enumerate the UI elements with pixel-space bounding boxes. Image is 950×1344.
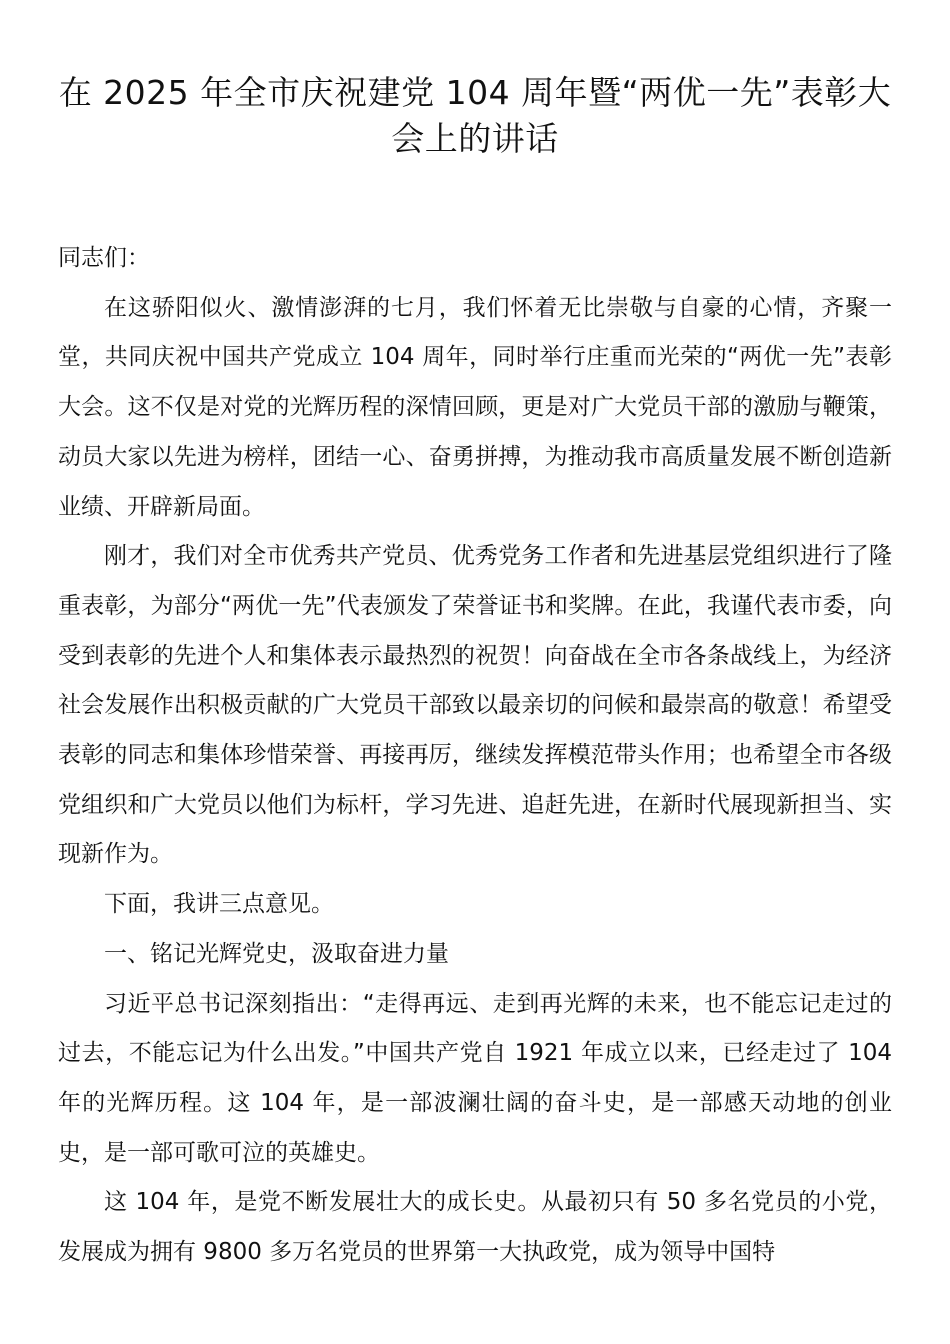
salutation: 同志们： — [58, 245, 150, 271]
section-heading: 一、铭记光辉党史，汲取奋进力量 — [104, 940, 449, 967]
document-title: 在 2025 年全市庆祝建党 104 周年暨“两优一先”表彰大会上的讲话 — [58, 73, 892, 158]
paragraph: 习近平总书记深刻指出：“走得再远、走到再光辉的未来，也不能忘记走过的过去，不能忘记为什么出发。”中国共产党自 1921 年成立以来，已经走过了 104 年的光辉历程。这 104 年，是一部波澜壮阔的奋斗史，是一部感天动地的创业史，是一部可歌可泣的英雄史。 — [58, 990, 892, 1166]
paragraph: 在这骄阳似火、激情澎湃的七月，我们怀着无比崇敬与自豪的心情，齐聚一堂，共同庆祝中国共产党成立 104 周年，同时举行庄重而光荣的“两优一先”表彰大会。这不仅是对党的光辉历程的深情回顾，更是对广大党员干部的激励与鞭策，动员大家以先进为榜样，团结一心、奋勇拼搏，为推动我市高质量发展不断创造新业绩、开辟新局面。 — [58, 294, 892, 520]
paragraph: 这 104 年，是党不断发展壮大的成长史。从最初只有 50 多名党员的小党，发展成为拥有 9800 多万名党员的世界第一大执政党，成为领导中国特 — [58, 1189, 892, 1266]
document-page — [58, 0, 892, 1278]
paragraph: 刚才，我们对全市优秀共产党员、优秀党务工作者和先进基层党组织进行了隆重表彰，为部分“两优一先”代表颁发了荣誉证书和奖牌。在此，我谨代表市委，向受到表彰的先进个人和集体表示最热烈的祝贺！向奋战在全市各条战线上，为经济社会发展作出积极贡献的广大党员干部致以最亲切的问候和最崇高的敬意！希望受表彰的同志和集体珍惜荣誉、再接再厉，继续发挥模范带头作用；也希望全市各级党组织和广大党员以他们为标杆，学习先进、追赶先进，在新时代展现新担当、实现新作为。 — [58, 543, 892, 868]
paragraph: 下面，我讲三点意见。 — [104, 891, 334, 918]
document-body — [58, 234, 892, 1278]
